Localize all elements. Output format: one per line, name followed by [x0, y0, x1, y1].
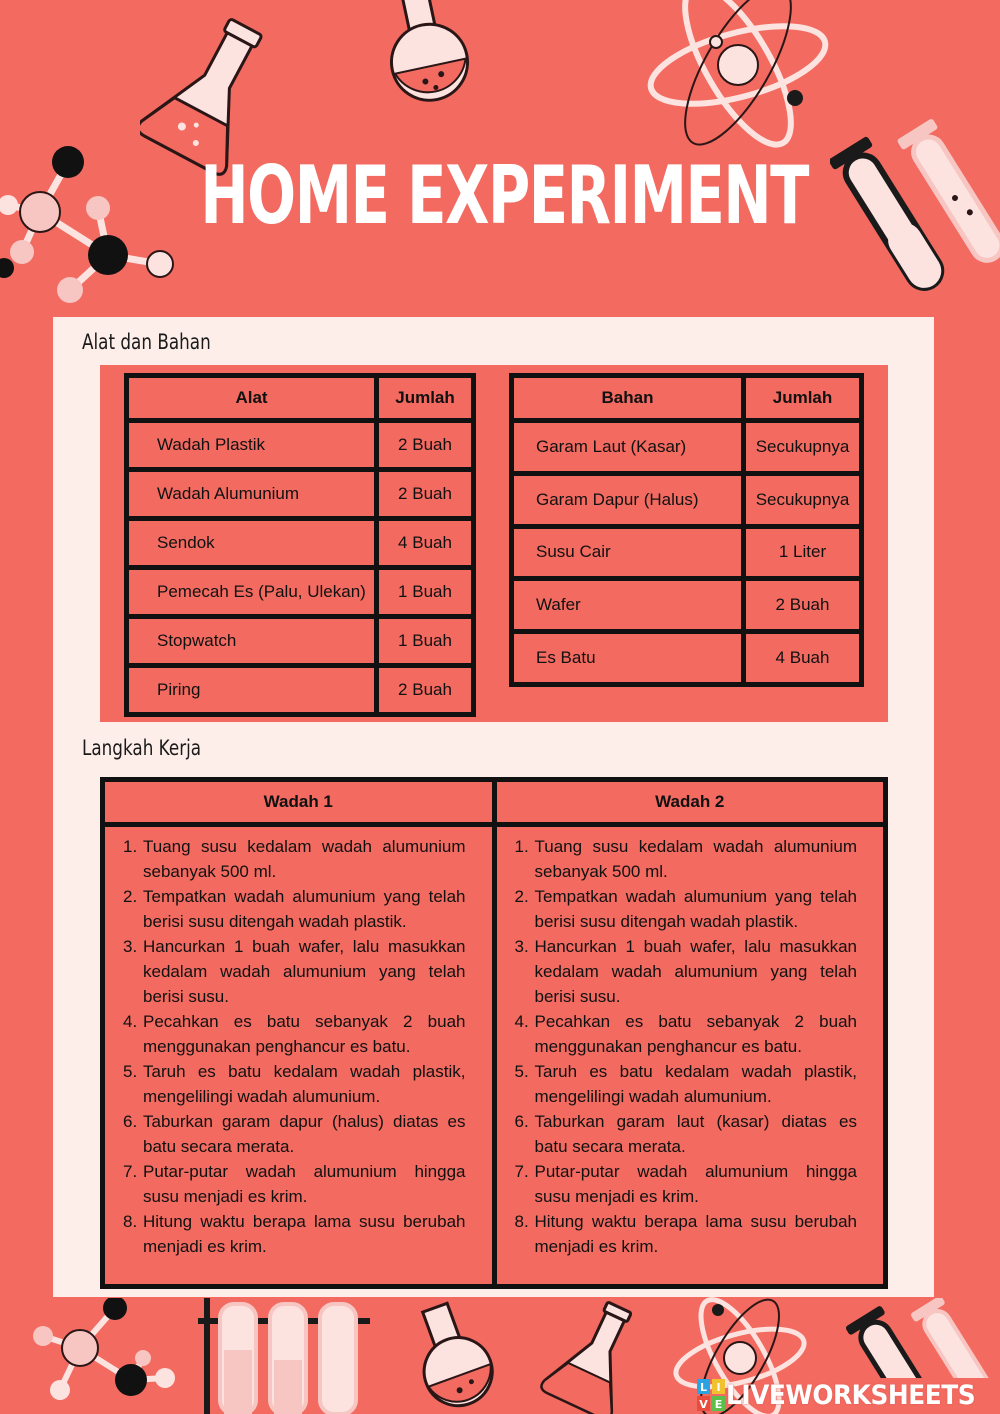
alat-name: Sendok: [127, 519, 377, 568]
alat-qty: 2 Buah: [377, 470, 474, 519]
list-item: 8. Hitung waktu berapa lama susu berubah menjadi es krim.: [514, 1212, 857, 1256]
alat-name: Wadah Alumunium: [127, 470, 377, 519]
bahan-qty: Secukupnya: [744, 473, 862, 526]
bahan-jumlah-header: Jumlah: [744, 376, 862, 421]
alat-qty: 2 Buah: [377, 666, 474, 715]
alat-qty: 4 Buah: [377, 519, 474, 568]
bahan-qty: 2 Buah: [744, 579, 862, 632]
wadah2-steps: [494, 825, 886, 1287]
table-row: [127, 519, 474, 568]
table-row: [127, 617, 474, 666]
alat-jumlah-header: Jumlah: [377, 376, 474, 421]
liveworksheets-text: LIVEWORKSHEETS: [726, 1379, 976, 1411]
badge-letter: L: [699, 1381, 708, 1394]
langkah-table: [100, 777, 888, 1289]
alat-bahan-label: Alat dan Bahan: [82, 330, 211, 354]
list-item: 8. Hitung waktu berapa lama susu berubah menjadi es krim.: [123, 1212, 466, 1256]
table-row: [512, 579, 862, 632]
test-tube-rack-icon: [190, 1298, 380, 1414]
round-flask-icon: [405, 1300, 505, 1414]
flask-icon: [540, 1300, 650, 1414]
liveworksheets-badge-icon: [696, 1378, 726, 1412]
alat-name: Wadah Plastik: [127, 421, 377, 470]
atom-icon: [640, 0, 840, 150]
alat-table: [124, 373, 476, 717]
bahan-qty: Secukupnya: [744, 421, 862, 474]
table-row: [127, 568, 474, 617]
list-item: 5. Taruh es batu kedalam wadah plastik, mengelilingi wadah alumunium.: [123, 1062, 466, 1106]
table-row: [512, 632, 862, 685]
alat-name: Stopwatch: [127, 617, 377, 666]
table-row: [127, 421, 474, 470]
table-row: [127, 666, 474, 715]
page-title: HOME EXPERIMENT: [200, 149, 808, 242]
alat-qty: 2 Buah: [377, 421, 474, 470]
list-item: 6. Taburkan garam laut (kasar) diatas es batu secara merata.: [514, 1112, 857, 1156]
table-row: [512, 526, 862, 579]
list-item: 5. Taruh es batu kedalam wadah plastik, mengelilingi wadah alumunium.: [514, 1062, 857, 1106]
alat-qty: 1 Buah: [377, 617, 474, 666]
langkah-kerja-label: Langkah Kerja: [82, 736, 202, 760]
list-item: 1. Tuang susu kedalam wadah alumunium sebanyak 500 ml.: [514, 837, 857, 881]
list-item: 2. Tempatkan wadah alumunium yang telah berisi susu ditengah wadah plastik.: [123, 887, 466, 931]
table-row: [512, 473, 862, 526]
list-item: 1. Tuang susu kedalam wadah alumunium sebanyak 500 ml.: [123, 837, 466, 881]
badge-letter: E: [714, 1398, 723, 1411]
bahan-name: Garam Laut (Kasar): [512, 421, 744, 474]
alat-qty: 1 Buah: [377, 568, 474, 617]
wadah1-steps: [103, 825, 495, 1287]
table-row: [127, 470, 474, 519]
bahan-table: [509, 373, 864, 687]
molecule-icon: [15, 1298, 185, 1414]
list-item: 7. Putar-putar wadah alumunium hingga susu menjadi es krim.: [123, 1162, 466, 1206]
table-row: [512, 421, 862, 474]
badge-letter: V: [699, 1398, 708, 1411]
list-item: 4. Pecahkan es batu sebanyak 2 buah menggunakan penghancur es batu.: [123, 1012, 466, 1056]
bahan-name: Garam Dapur (Halus): [512, 473, 744, 526]
list-item: 3. Hancurkan 1 buah wafer, lalu masukkan kedalam wadah alumunium yang telah berisi susu.: [123, 937, 466, 1006]
bahan-header: Bahan: [512, 376, 744, 421]
round-flask-icon: [375, 0, 485, 110]
list-item: 4. Pecahkan es batu sebanyak 2 buah menggunakan penghancur es batu.: [514, 1012, 857, 1056]
test-tubes-icon: [840, 1298, 1000, 1378]
list-item: 3. Hancurkan 1 buah wafer, lalu masukkan kedalam wadah alumunium yang telah berisi susu.: [514, 937, 857, 1006]
list-item: 7. Putar-putar wadah alumunium hingga susu menjadi es krim.: [514, 1162, 857, 1206]
alat-header: Alat: [127, 376, 377, 421]
bahan-qty: 4 Buah: [744, 632, 862, 685]
alat-name: Piring: [127, 666, 377, 715]
wadah2-header: Wadah 2: [494, 780, 886, 825]
bahan-qty: 1 Liter: [744, 526, 862, 579]
list-item: 2. Tempatkan wadah alumunium yang telah berisi susu ditengah wadah plastik.: [514, 887, 857, 931]
bahan-name: Es Batu: [512, 632, 744, 685]
badge-letter: I: [716, 1381, 721, 1394]
list-item: 6. Taburkan garam dapur (halus) diatas es batu secara merata.: [123, 1112, 466, 1156]
bahan-name: Susu Cair: [512, 526, 744, 579]
wadah1-header: Wadah 1: [103, 780, 495, 825]
bahan-name: Wafer: [512, 579, 744, 632]
alat-name: Pemecah Es (Palu, Ulekan): [127, 568, 377, 617]
liveworksheets-logo: [696, 1378, 997, 1412]
